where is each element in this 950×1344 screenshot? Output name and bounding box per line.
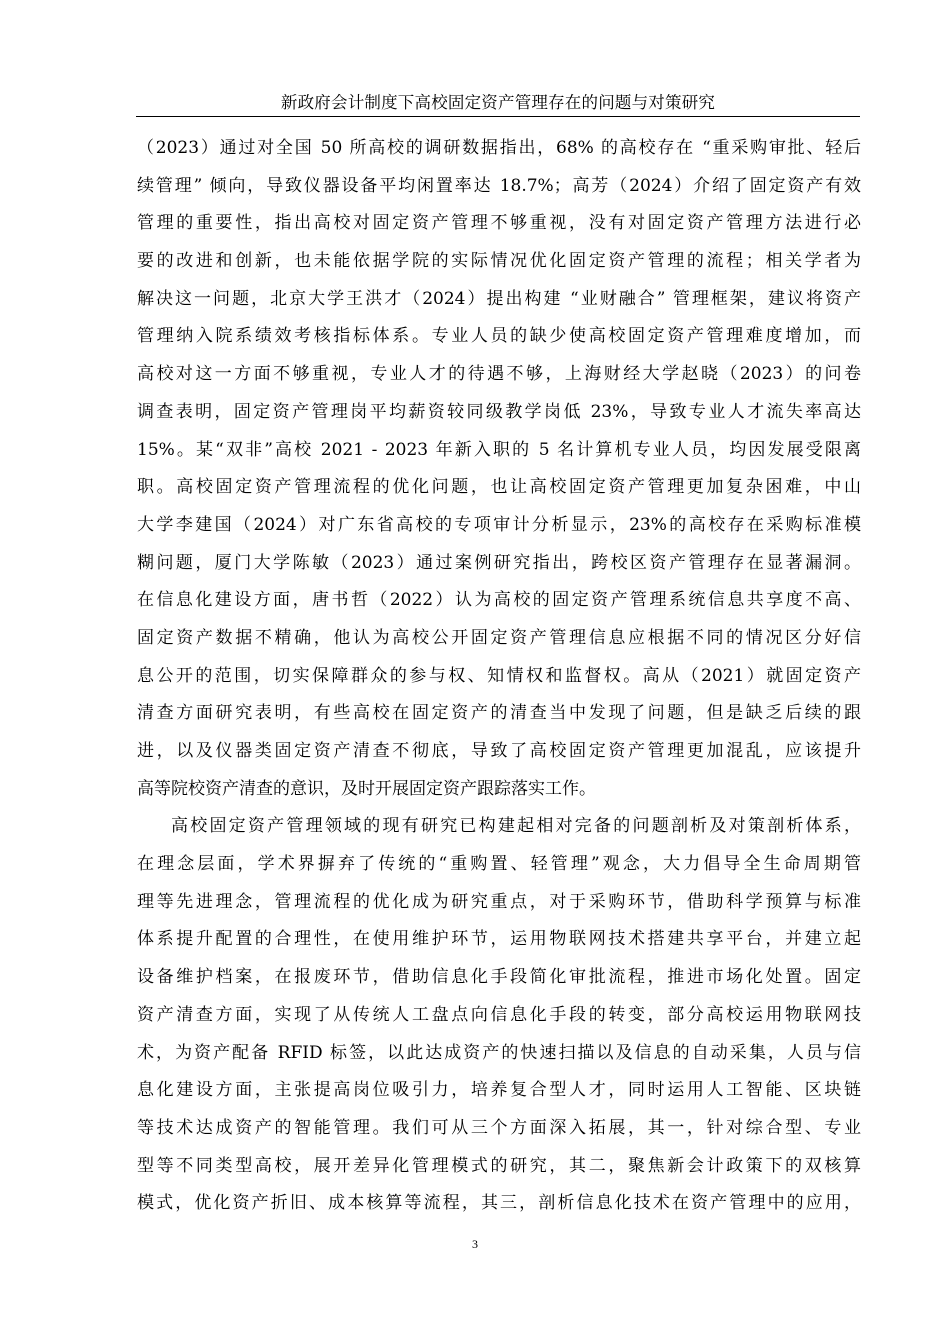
- header-rule: [136, 116, 860, 117]
- running-header: 新政府会计制度下高校固定资产管理存在的问题与对策研究: [280, 93, 716, 112]
- text-line: 高校对这一方面不够重视，专业人才的待遇不够，上海财经大学赵晓（2023）的问卷: [137, 364, 861, 385]
- text-line: 调查表明，固定资产管理岗平均薪资较同级教学岗低 23%，导致专业人才流失率高达: [137, 401, 861, 422]
- text-line: 要的改进和创新，也未能依据学院的实际情况优化固定资产管理的流程；相关学者为: [137, 251, 861, 272]
- body-text: [137, 130, 861, 1223]
- text-line: 高校固定资产管理领域的现有研究已构建起相对完备的问题剖析及对策剖析体系，: [171, 816, 861, 837]
- text-line: 解决这一问题，北京大学王洪才（2024）提出构建 “业财融合” 管理框架，建议将资产: [137, 288, 861, 309]
- text-line: 设备维护档案，在报废环节，借助信息化手段简化审批流程，推进市场化处置。固定: [137, 967, 861, 988]
- text-line: 15%。某“双非”高校 2021 - 2023 年新入职的 5 名计算机专业人员，均因发展受限离: [137, 439, 861, 460]
- page-number: 3: [472, 1237, 478, 1251]
- text-line: 体系提升配置的合理性，在使用维护环节，运用物联网技术搭建共享平台，并建立起: [137, 929, 861, 950]
- text-line: 息化建设方面，主张提高岗位吸引力，培养复合型人才，同时运用人工智能、区块链: [137, 1080, 861, 1101]
- paragraph-2: [137, 808, 861, 1223]
- text-line: 息公开的范围，切实保障群众的参与权、知情权和监督权。高从（2021）就固定资产: [137, 665, 861, 686]
- text-line: 在信息化建设方面，唐书哲（2022）认为高校的固定资产管理系统信息共享度不高、: [137, 590, 861, 611]
- text-line: 固定资产数据不精确，他认为高校公开固定资产管理信息应根据不同的情况区分好信: [137, 627, 861, 648]
- text-line: 理等先进理念，管理流程的优化成为研究重点，对于采购环节，借助科学预算与标准: [137, 891, 861, 912]
- text-line: 模式，优化资产折旧、成本核算等流程，其三，剖析信息化技术在资产管理中的应用，: [137, 1193, 861, 1214]
- text-line: 进，以及仪器类固定资产清查不彻底，导致了高校固定资产管理更加混乱，应该提升: [137, 741, 861, 761]
- text-line: 大学李建国（2024）对广东省高校的专项审计分析显示，23%的高校存在采购标准模: [137, 514, 861, 535]
- text-line: 清查方面研究表明，有些高校在固定资产的清查当中发现了问题，但是缺乏后续的跟: [137, 703, 861, 724]
- text-line: 管理纳入院系绩效考核指标体系。专业人员的缺少使高校固定资产管理难度增加，而: [137, 326, 861, 347]
- text-line: 资产清查方面，实现了从传统人工盘点向信息化手段的转变，部分高校运用物联网技: [137, 1004, 861, 1025]
- text-line: 高等院校资产清查的意识，及时开展固定资产跟踪落实工作。: [137, 778, 596, 799]
- text-line: 管理的重要性，指出高校对固定资产管理不够重视，没有对固定资产管理方法进行必: [137, 213, 861, 234]
- text-line: 等技术达成资产的智能管理。我们可从三个方面深入拓展，其一，针对综合型、专业: [137, 1117, 861, 1138]
- text-line: 糊问题，厦门大学陈敏（2023）通过案例研究指出，跨校区资产管理存在显著漏洞。: [137, 552, 861, 573]
- paragraph-1: [137, 130, 861, 808]
- text-line: 型等不同类型高校，展开差异化管理模式的研究，其二，聚焦新会计政策下的双核算: [137, 1155, 861, 1176]
- text-line: 职。高校固定资产管理流程的优化问题，也让高校固定资产管理更加复杂困难，中山: [137, 477, 861, 498]
- text-line: 在理念层面，学术界摒弃了传统的“重购置、轻管理”观念，大力倡导全生命周期管: [137, 854, 861, 875]
- text-line: 术，为资产配备 RFID 标签，以此达成资产的快速扫描以及信息的自动采集，人员与信: [137, 1042, 861, 1063]
- text-line: 续管理” 倾向，导致仪器设备平均闲置率达 18.7%；高芳（2024）介绍了固定资产有效: [137, 175, 861, 196]
- text-line: （2023）通过对全国 50 所高校的调研数据指出，68% 的高校存在 “重采购审批、轻后: [137, 138, 861, 158]
